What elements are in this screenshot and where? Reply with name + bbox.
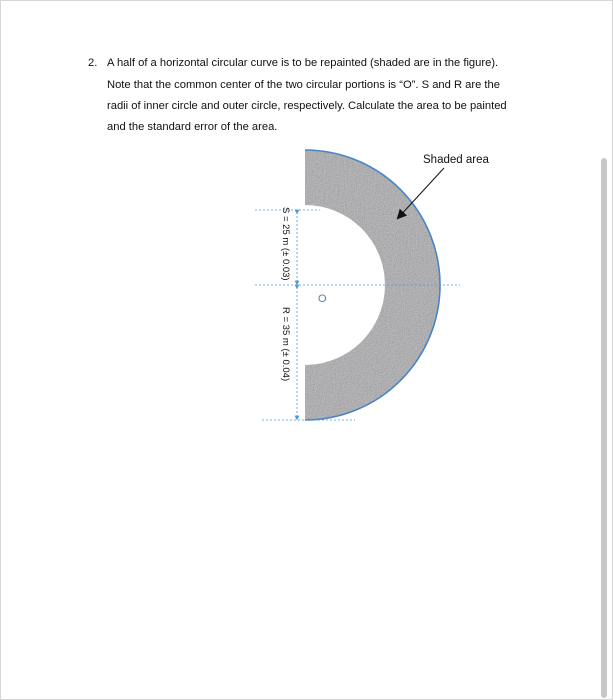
question-line-2: Note that the common center of the two circular portions is “O”. S and R are the [107, 79, 500, 91]
shaded-area-pointer [398, 168, 444, 218]
question-line-1: A half of a horizontal circular curve is to be repainted (shaded are in the figure). [107, 57, 499, 69]
question-line-4: and the standard error of the area. [107, 121, 278, 133]
inner-radius-label: S = 25 m (± 0.03) [280, 207, 291, 281]
shaded-area-label: Shaded area [423, 154, 489, 166]
question-line-3: radii of inner circle and outer circle, respectively. Calculate the area to be painted [107, 100, 507, 112]
center-label: O [318, 293, 327, 305]
question-number: 2. [88, 57, 98, 69]
outer-radius-label: R = 35 m (± 0.04) [280, 307, 291, 382]
